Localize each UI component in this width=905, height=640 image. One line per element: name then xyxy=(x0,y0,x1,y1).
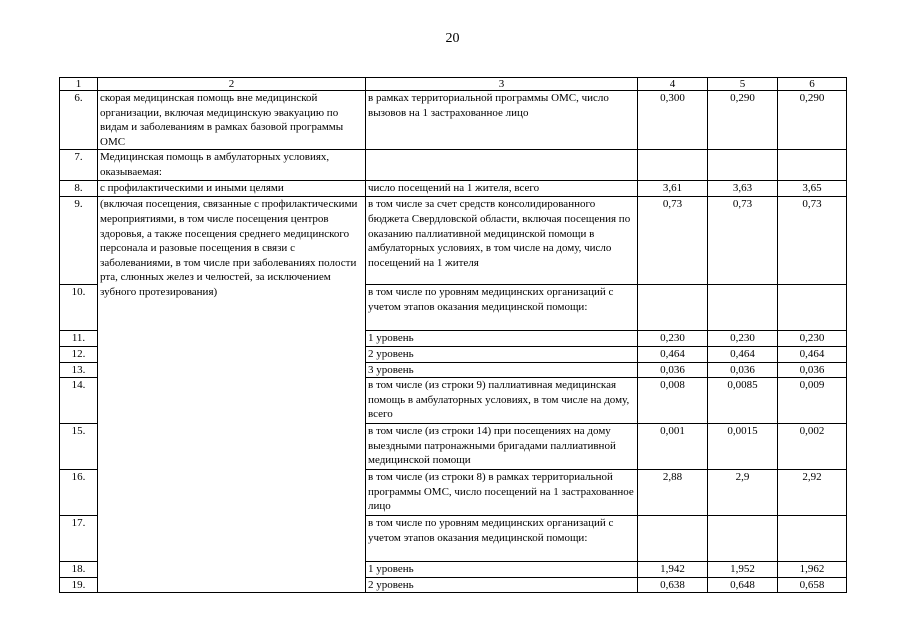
value-col5: 0,0015 xyxy=(708,424,778,470)
value-col6: 0,73 xyxy=(778,197,847,285)
value-col5 xyxy=(708,150,778,181)
value-col6: 3,65 xyxy=(778,181,847,197)
row-description: с профилактическими и иными целями xyxy=(98,181,366,197)
row-description: (включая посещения, связанные с профилактическими мероприятиями, в том числе посещения центров здоровья, а также посещения среднего медицинского персонала и разовые посещения в связи с заболеваниями, в том числе при заболеваниях полости рта, слюнных желез и челюстей, за исключением зубного протезирования) xyxy=(98,197,366,593)
row-unit: в том числе (из строки 9) паллиативная медицинская помощь в амбулаторных условиях, в том числе на дому, всего xyxy=(366,378,638,424)
value-col5: 3,63 xyxy=(708,181,778,197)
value-col6: 0,230 xyxy=(778,331,847,347)
row-unit: число посещений на 1 жителя, всего xyxy=(366,181,638,197)
value-col4: 0,300 xyxy=(638,91,708,150)
value-col6: 0,036 xyxy=(778,362,847,378)
value-col4: 3,61 xyxy=(638,181,708,197)
row-number: 17. xyxy=(60,516,98,562)
row-number: 14. xyxy=(60,378,98,424)
row-unit: в рамках территориальной программы ОМС, число вызовов на 1 застрахованное лицо xyxy=(366,91,638,150)
table-row xyxy=(60,181,847,197)
row-unit: в том числе (из строки 14) при посещениях на дому выездными патронажными бригадами паллиативной медицинской помощи xyxy=(366,424,638,470)
column-header: 5 xyxy=(708,78,778,91)
row-unit xyxy=(366,150,638,181)
value-col6: 0,009 xyxy=(778,378,847,424)
row-number: 6. xyxy=(60,91,98,150)
table-header-row xyxy=(60,78,847,91)
column-header: 3 xyxy=(366,78,638,91)
value-col4: 0,008 xyxy=(638,378,708,424)
value-col6 xyxy=(778,150,847,181)
row-number: 11. xyxy=(60,331,98,347)
row-unit: 2 уровень xyxy=(366,346,638,362)
value-col5: 0,73 xyxy=(708,197,778,285)
value-col5: 2,9 xyxy=(708,470,778,516)
row-unit: в том числе за счет средств консолидированного бюджета Свердловской области, включая посещения по оказанию паллиативной медицинской помощи в амбулаторных условиях, в том числе на дому, число посещений на 1 жителя xyxy=(366,197,638,285)
page-number: 20 xyxy=(445,31,460,46)
row-unit: 2 уровень xyxy=(366,577,638,593)
value-col6 xyxy=(778,516,847,562)
value-col5: 1,952 xyxy=(708,562,778,578)
row-description: скорая медицинская помощь вне медицинской организации, включая медицинскую эвакуацию по видам и заболеваниям в рамках базовой программы ОМС xyxy=(98,91,366,150)
value-col5: 0,648 xyxy=(708,577,778,593)
value-col4: 1,942 xyxy=(638,562,708,578)
value-col4: 0,001 xyxy=(638,424,708,470)
row-number: 10. xyxy=(60,285,98,331)
row-unit: 1 уровень xyxy=(366,562,638,578)
value-col6: 0,290 xyxy=(778,91,847,150)
row-unit: 1 уровень xyxy=(366,331,638,347)
value-col6: 1,962 xyxy=(778,562,847,578)
value-col6: 2,92 xyxy=(778,470,847,516)
row-description: Медицинская помощь в амбулаторных условиях, оказываемая: xyxy=(98,150,366,181)
value-col5: 0,0085 xyxy=(708,378,778,424)
row-number: 8. xyxy=(60,181,98,197)
value-col4: 0,638 xyxy=(638,577,708,593)
column-header: 2 xyxy=(98,78,366,91)
row-unit: в том числе (из строки 8) в рамках территориальной программы ОМС, число посещений на 1 застрахованное лицо xyxy=(366,470,638,516)
row-number: 7. xyxy=(60,150,98,181)
value-col6: 0,658 xyxy=(778,577,847,593)
value-col4: 0,464 xyxy=(638,346,708,362)
value-col4: 0,73 xyxy=(638,197,708,285)
row-number: 18. xyxy=(60,562,98,578)
value-col4 xyxy=(638,285,708,331)
value-col6 xyxy=(778,285,847,331)
table-row xyxy=(60,197,847,285)
value-col5 xyxy=(708,285,778,331)
value-col4 xyxy=(638,516,708,562)
column-header: 6 xyxy=(778,78,847,91)
row-unit: в том числе по уровням медицинских организаций с учетом этапов оказания медицинской помощи: xyxy=(366,285,638,331)
row-number: 13. xyxy=(60,362,98,378)
value-col5: 0,464 xyxy=(708,346,778,362)
row-number: 19. xyxy=(60,577,98,593)
row-unit: в том числе по уровням медицинских организаций с учетом этапов оказания медицинской помощи: xyxy=(366,516,638,562)
value-col5: 0,290 xyxy=(708,91,778,150)
table-row xyxy=(60,150,847,181)
column-header: 1 xyxy=(60,78,98,91)
value-col5: 0,036 xyxy=(708,362,778,378)
value-col6: 0,002 xyxy=(778,424,847,470)
value-col4: 0,230 xyxy=(638,331,708,347)
value-col5 xyxy=(708,516,778,562)
row-number: 9. xyxy=(60,197,98,285)
data-table xyxy=(59,77,847,593)
value-col6: 0,464 xyxy=(778,346,847,362)
row-number: 12. xyxy=(60,346,98,362)
table-row xyxy=(60,91,847,150)
row-number: 16. xyxy=(60,470,98,516)
row-number: 15. xyxy=(60,424,98,470)
value-col4 xyxy=(638,150,708,181)
value-col5: 0,230 xyxy=(708,331,778,347)
column-header: 4 xyxy=(638,78,708,91)
row-unit: 3 уровень xyxy=(366,362,638,378)
value-col4: 2,88 xyxy=(638,470,708,516)
value-col4: 0,036 xyxy=(638,362,708,378)
